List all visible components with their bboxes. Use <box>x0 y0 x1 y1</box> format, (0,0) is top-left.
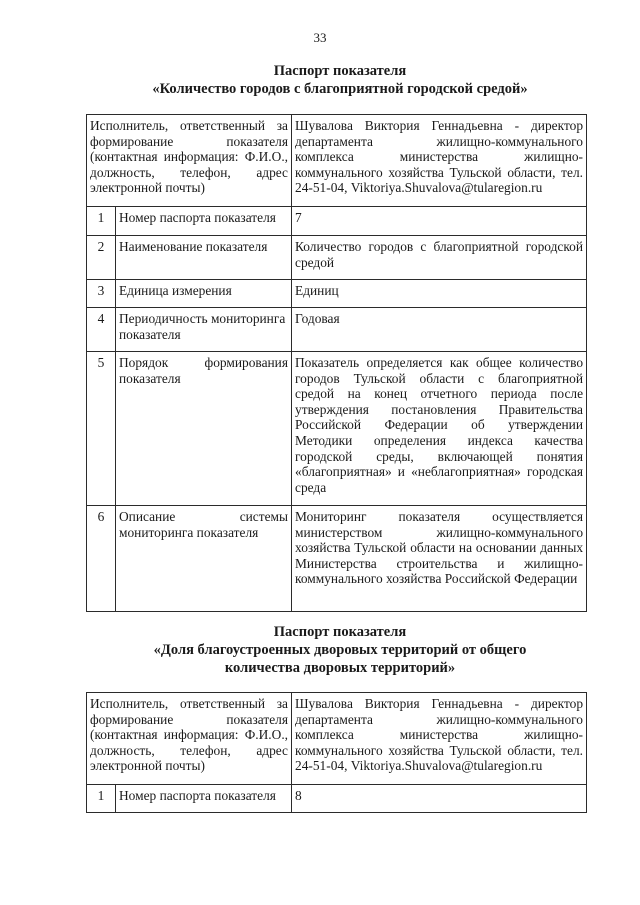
passport-2-subtitle-line-2: количества дворовых территорий» <box>224 660 456 676</box>
row-label: Номер паспорта показателя <box>116 785 292 813</box>
table-row <box>87 280 587 308</box>
table-row <box>87 207 587 236</box>
executor-value: Шувалова Виктория Геннадьевна - директор департамента жилищно-коммунального комплекса министерства жилищно-коммунального хозяйства Тульской области, тел. 24-51-04, Viktoriya.Shuvalova@tularegion.ru <box>292 115 587 207</box>
executor-value: Шувалова Виктория Геннадьевна - директор департамента жилищно-коммунального комплекса министерства жилищно-коммунального хозяйства Тульской области, тел. 24-51-04, Viktoriya.Shuvalova@tularegion.ru <box>292 693 587 785</box>
executor-label: Исполнитель, ответственный за формирование показателя (контактная информация: Ф.И.О., должность, телефон, адрес электронной почты) <box>87 115 292 207</box>
row-label: Наименование показателя <box>116 236 292 280</box>
passport-2-title: Паспорт показателя <box>273 624 407 640</box>
row-number: 2 <box>87 236 116 280</box>
table-row <box>87 785 587 813</box>
executor-row <box>87 693 587 785</box>
row-value: 8 <box>292 785 587 813</box>
row-number: 6 <box>87 506 116 612</box>
table-row <box>87 308 587 352</box>
passport-1-table <box>86 114 587 612</box>
row-value: 7 <box>292 207 587 236</box>
row-number: 1 <box>87 785 116 813</box>
row-number: 1 <box>87 207 116 236</box>
passport-1-subtitle: «Количество городов с благоприятной городской средой» <box>152 81 528 97</box>
table-row <box>87 236 587 280</box>
row-label: Описание системы мониторинга показателя <box>116 506 292 612</box>
row-value: Мониторинг показателя осуществляется министерством жилищно-коммунального хозяйства Тульской области на основании данных Министерства строительства и жилищно-коммунального хозяйства Российской Федерации <box>292 506 587 612</box>
row-label: Номер паспорта показателя <box>116 207 292 236</box>
row-value: Годовая <box>292 308 587 352</box>
table-row <box>87 506 587 612</box>
row-value: Количество городов с благоприятной городской средой <box>292 236 587 280</box>
passport-2-table <box>86 692 587 813</box>
executor-row <box>87 115 587 207</box>
row-number: 4 <box>87 308 116 352</box>
page-number: 33 <box>313 30 327 45</box>
passport-1-heading <box>80 62 600 98</box>
row-number: 3 <box>87 280 116 308</box>
row-number: 5 <box>87 352 116 506</box>
row-label: Периодичность мониторинга показателя <box>116 308 292 352</box>
row-value: Показатель определяется как общее количество городов Тульской области с благоприятной средой на конец отчетного периода после утверждения постановления Правительства Российской Федерации об утверждении Методики определения индекса качества городской среды, включающей понятия «благоприятная» и «неблагоприятная» городская среда <box>292 352 587 506</box>
passport-2-heading <box>80 623 600 677</box>
row-label: Порядок формирования показателя <box>116 352 292 506</box>
passport-1-title: Паспорт показателя <box>273 63 407 79</box>
passport-2-subtitle-line-1: «Доля благоустроенных дворовых территорий от общего <box>153 642 527 658</box>
executor-label: Исполнитель, ответственный за формирование показателя (контактная информация: Ф.И.О., должность, телефон, адрес электронной почты) <box>87 693 292 785</box>
table-row <box>87 352 587 506</box>
row-label: Единица измерения <box>116 280 292 308</box>
row-value: Единиц <box>292 280 587 308</box>
